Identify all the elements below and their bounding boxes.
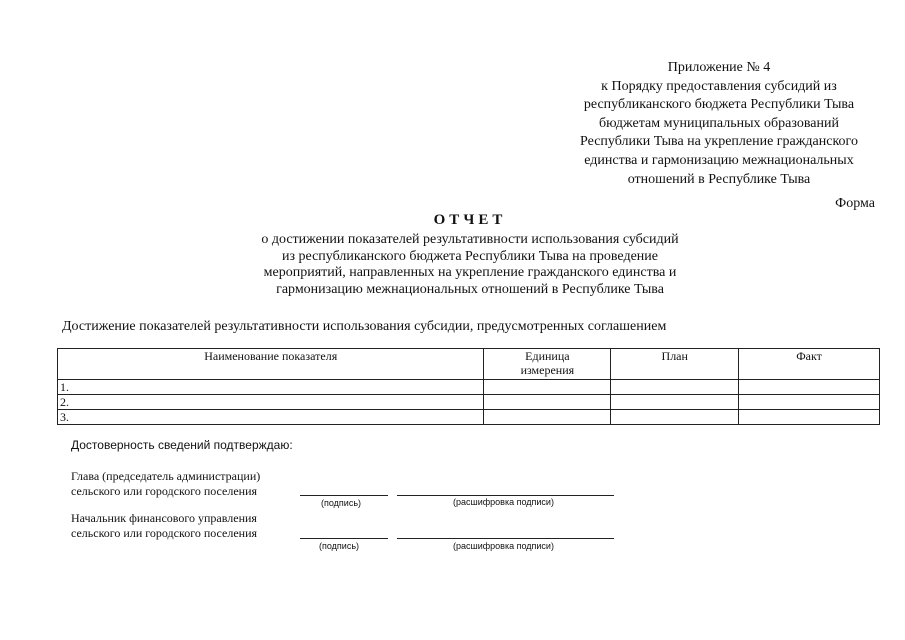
row-number: 2. [58, 395, 484, 410]
signature-label: (подпись) [319, 541, 360, 551]
header-unit-line2: измерения [520, 363, 575, 377]
appendix-line: Приложение № 4 [667, 60, 771, 75]
decode-line [397, 538, 614, 539]
row-number: 1. [58, 380, 484, 395]
header-plan: План [611, 349, 739, 380]
signer-title-line1: Начальник финансового управления [71, 511, 257, 525]
header-unit [484, 349, 611, 380]
fact-cell [739, 395, 880, 410]
signer-finance [71, 511, 257, 541]
plan-cell [611, 380, 739, 395]
unit-cell [484, 380, 611, 395]
plan-cell [611, 395, 739, 410]
confirm-text: Достоверность сведений подтверждаю: [71, 438, 293, 452]
appendix-header [560, 59, 878, 189]
signer-title-line2: сельского или городского поселения [71, 484, 258, 498]
plan-cell [611, 410, 739, 425]
header-unit-line1: Единица [525, 349, 570, 363]
unit-cell [484, 395, 611, 410]
appendix-line: к Порядку предоставления субсидий из [601, 78, 837, 94]
table-row [58, 380, 880, 395]
appendix-line: отношений в Республике Тыва [627, 171, 811, 187]
report-subtitle-line: из республиканского бюджета Республики Тыва на проведение [282, 248, 658, 264]
appendix-line: единства и гармонизацию межнациональных [584, 152, 854, 168]
header-fact: Факт [739, 349, 880, 380]
appendix-line: бюджетам муниципальных образований [599, 115, 839, 131]
header-indicator-name: Наименование показателя [58, 349, 484, 380]
signature-label: (подпись) [321, 498, 362, 508]
signer-title-line1: Глава (председатель администрации) [71, 469, 261, 483]
decode-label: (расшифровка подписи) [453, 541, 554, 551]
form-label: Форма [835, 196, 875, 211]
section-caption: Достижение показателей результативности использования субсидии, предусмотренных соглашением [62, 319, 667, 334]
fact-cell [739, 410, 880, 425]
appendix-line: Республики Тыва на укрепление гражданского [580, 134, 858, 150]
fact-cell [739, 380, 880, 395]
report-subtitle-line: о достижении показателей результативности использования субсидий [261, 232, 679, 247]
signature-line [300, 538, 388, 539]
indicators-table [57, 348, 880, 425]
signer-title-line2: сельского или городского поселения [71, 526, 258, 540]
appendix-line: республиканского бюджета Республики Тыва [583, 97, 855, 113]
report-title: ОТЧЕТ [433, 212, 507, 228]
decode-line [397, 495, 614, 496]
decode-label: (расшифровка подписи) [453, 497, 554, 507]
table-row [58, 410, 880, 425]
row-number: 3. [58, 410, 484, 425]
table-header-row [58, 349, 880, 380]
report-subtitle-line: гармонизацию межнациональных отношений в Республике Тыва [276, 281, 664, 297]
unit-cell [484, 410, 611, 425]
table-row [58, 395, 880, 410]
report-subtitle-line: мероприятий, направленных на укрепление гражданского единства и [263, 265, 677, 281]
signature-line [300, 495, 388, 496]
report-subtitle [210, 232, 730, 298]
signer-head [71, 469, 260, 499]
